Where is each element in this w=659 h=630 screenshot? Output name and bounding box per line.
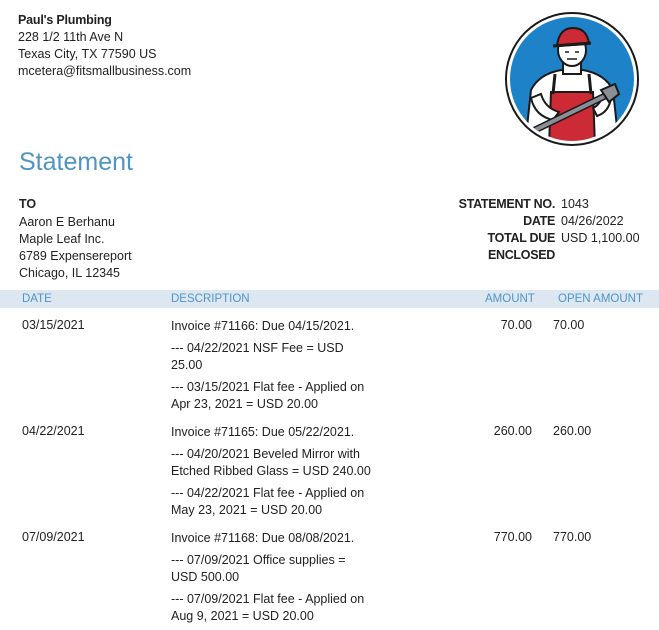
row-description [171, 418, 371, 519]
row-description [171, 524, 371, 625]
enclosed-label: ENCLOSED [487, 248, 555, 262]
company-email: mcetera@fitsmallbusiness.com [18, 64, 192, 78]
statement-rows [0, 312, 659, 630]
statement-no-value: 1043 [561, 197, 589, 211]
description-line: --- 04/22/2021 NSF Fee = USD 25.00 [171, 341, 344, 372]
to-label: TO [19, 197, 37, 211]
header-description: DESCRIPTION [171, 293, 250, 305]
statement-meta [459, 196, 647, 264]
row-date: 07/09/2021 [22, 530, 85, 544]
row-amount: 260.00 [493, 424, 532, 438]
date-value: 04/26/2022 [561, 214, 624, 228]
row-open-amount: 260.00 [553, 424, 592, 438]
company-address-line1: 228 1/2 11th Ave N [18, 30, 124, 44]
description-line: --- 07/09/2021 Flat fee - Applied on Aug 9, 2021 = USD 20.00 [171, 592, 365, 623]
row-amount: 70.00 [500, 318, 532, 332]
row-open-amount: 770.00 [553, 530, 592, 544]
description-line: Invoice #71165: Due 05/22/2021. [171, 425, 355, 439]
statement-no-label: STATEMENT NO. [458, 197, 555, 211]
description-line: --- 04/22/2021 Flat fee - Applied on May 23, 2021 = USD 20.00 [171, 486, 365, 517]
recipient-block [19, 196, 132, 282]
plumber-logo-icon [505, 12, 639, 146]
total-due-value: USD 1,100.00 [561, 231, 640, 245]
row-description [171, 312, 371, 413]
row-date: 03/15/2021 [22, 318, 85, 332]
description-line: Invoice #71166: Due 04/15/2021. [171, 319, 355, 333]
row-open-amount: 70.00 [553, 318, 585, 332]
header-date: DATE [22, 293, 52, 305]
recipient-company: Maple Leaf Inc. [19, 232, 105, 246]
company-name: Paul's Plumbing [18, 13, 112, 27]
company-info [18, 12, 191, 80]
row-date: 04/22/2021 [22, 424, 85, 438]
table-header [0, 290, 659, 308]
recipient-name: Aaron E Berhanu [19, 215, 115, 229]
description-line: --- 07/09/2021 Office supplies = USD 500.00 [171, 553, 346, 584]
date-label: DATE [523, 214, 555, 228]
recipient-street: 6789 Expensereport [19, 249, 132, 263]
description-line: Invoice #71168: Due 08/08/2021. [171, 531, 355, 545]
table-row [0, 312, 659, 413]
header-amount: AMOUNT [485, 293, 535, 305]
description-line: --- 03/15/2021 Flat fee - Applied on Apr 23, 2021 = USD 20.00 [171, 380, 365, 411]
header-open-amount: OPEN AMOUNT [558, 293, 643, 305]
row-amount: 770.00 [493, 530, 532, 544]
plumber-with-wrench-logo [505, 12, 639, 146]
total-due-label: TOTAL DUE [487, 231, 555, 245]
enclosed-value [561, 247, 647, 264]
table-row [0, 524, 659, 625]
recipient-city: Chicago, IL 12345 [19, 266, 121, 280]
statement-title: Statement [19, 148, 133, 176]
company-address-line2: Texas City, TX 77590 US [18, 47, 157, 61]
table-row [0, 418, 659, 519]
description-line: --- 04/20/2021 Beveled Mirror with Etched Ribbed Glass = USD 240.00 [171, 447, 371, 478]
